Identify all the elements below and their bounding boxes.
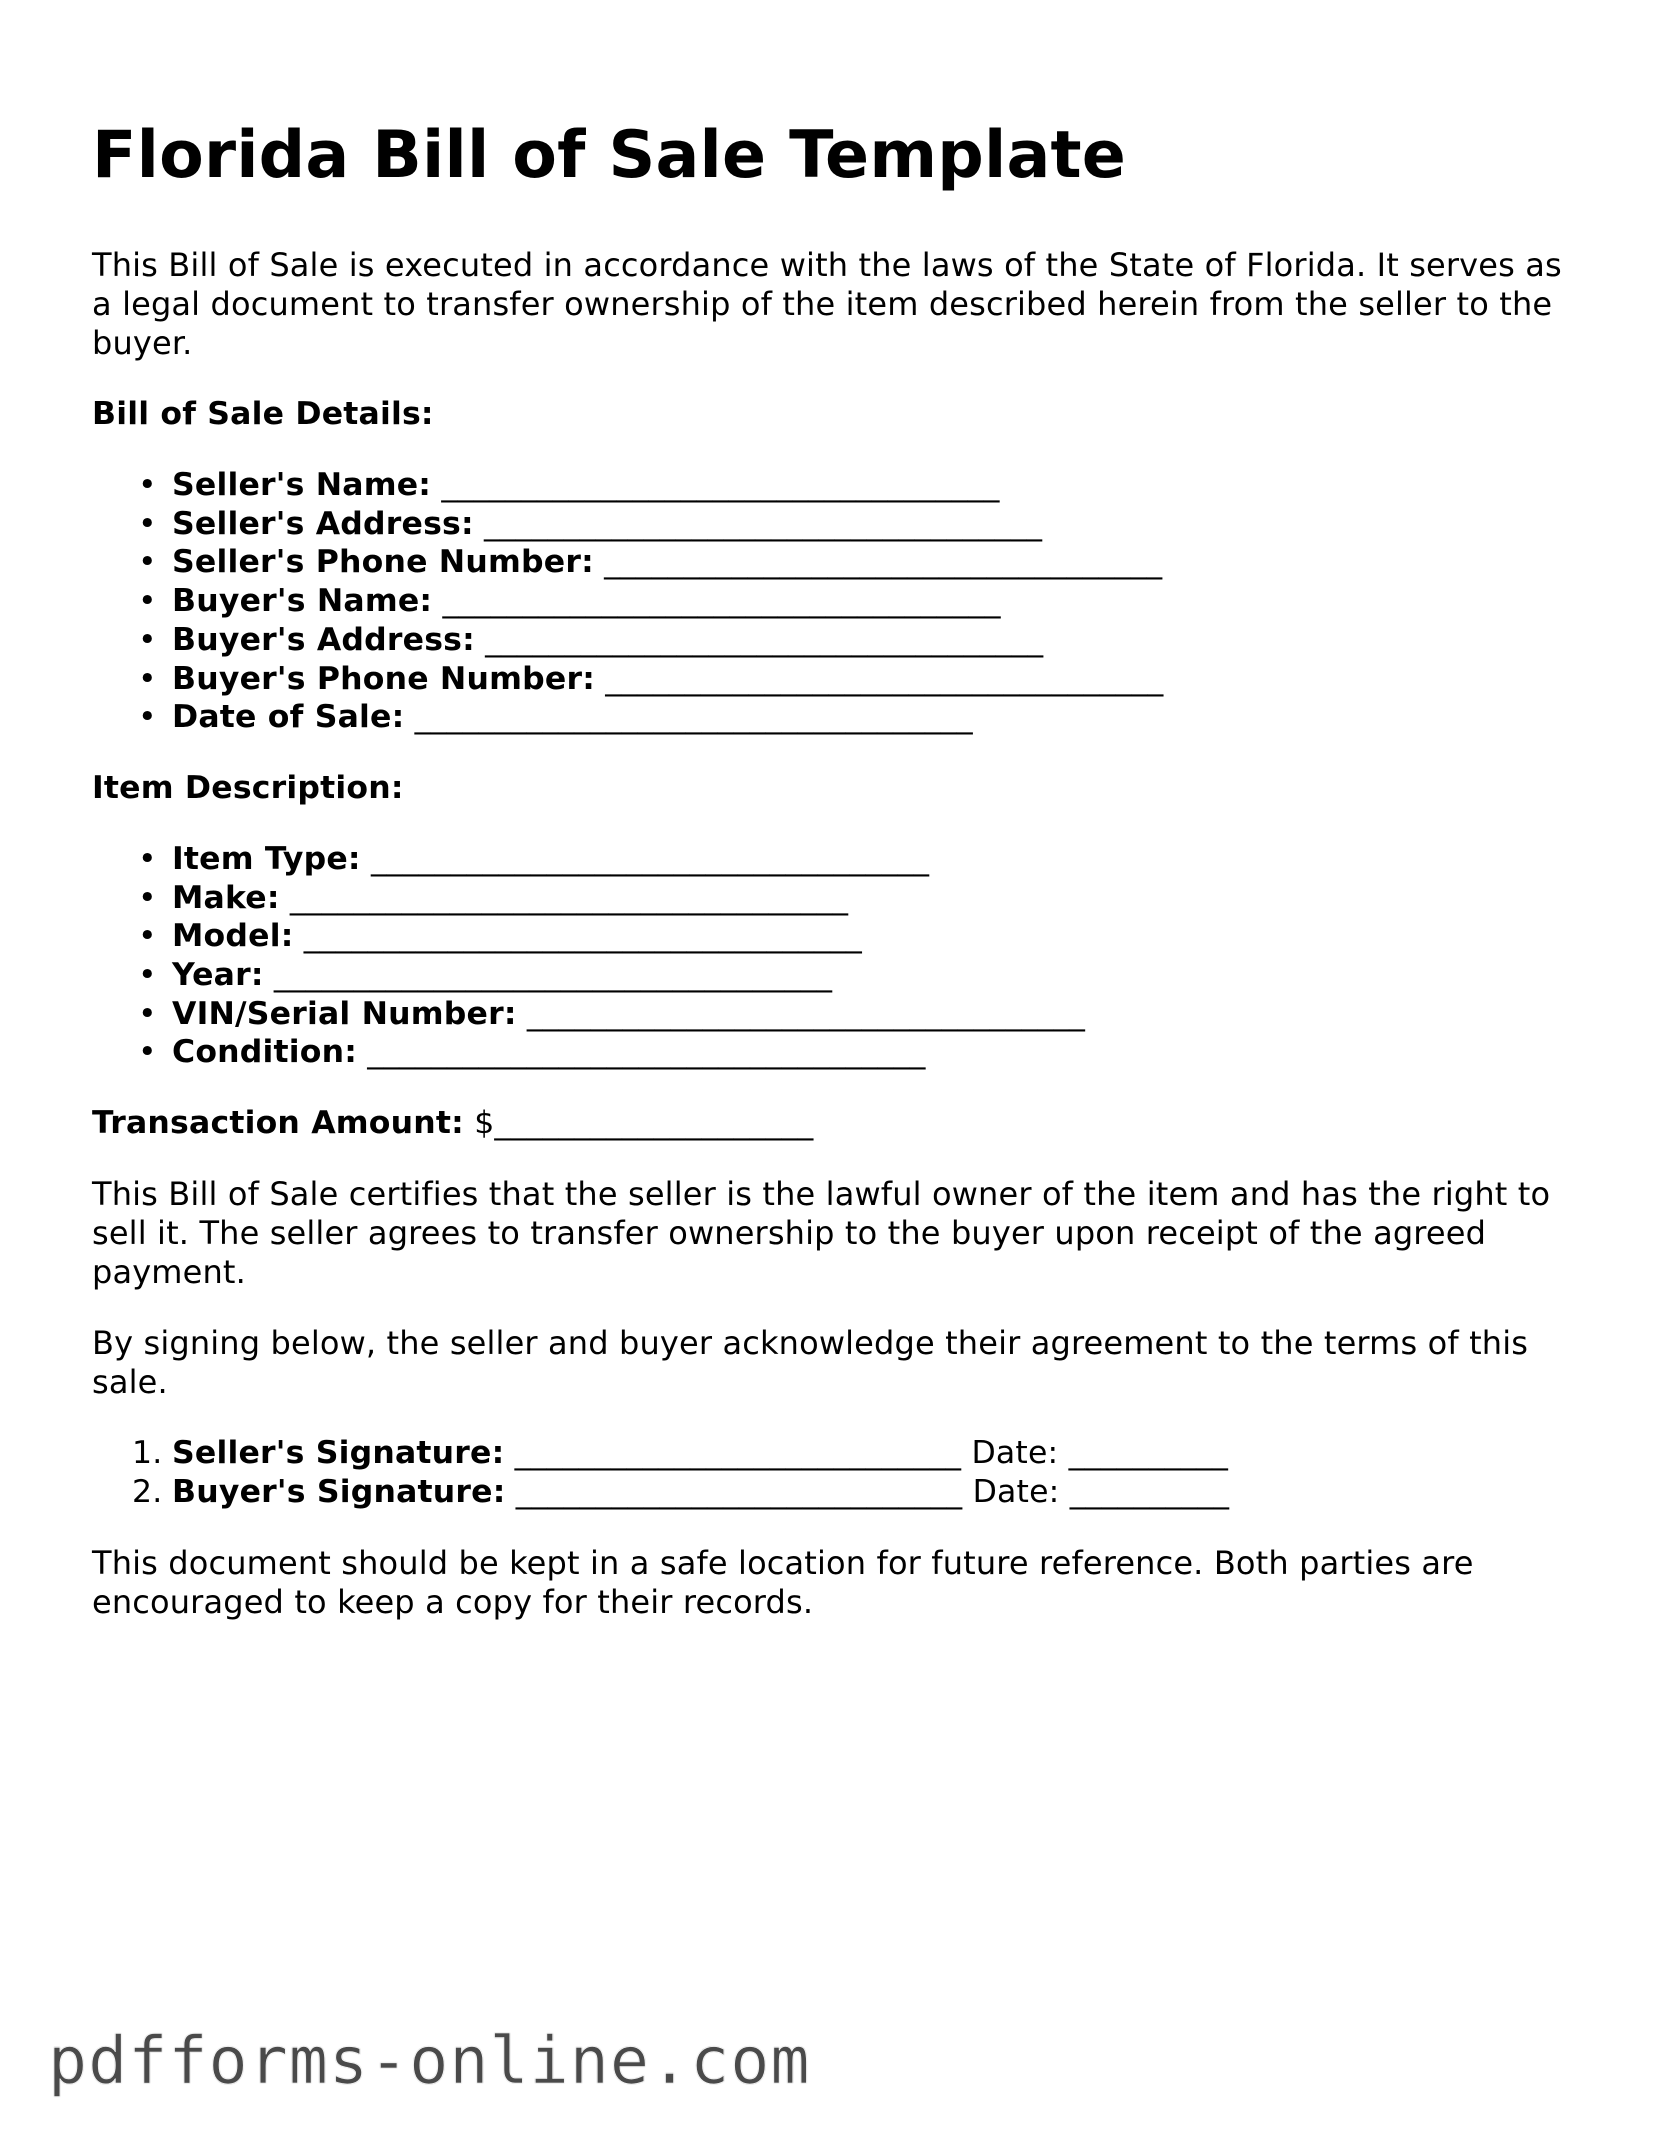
list-item-item-type <box>92 840 1572 879</box>
field-blank: ___________________________________ <box>604 544 1163 581</box>
list-item-condition <box>92 1033 1572 1072</box>
list-item-buyer-address <box>92 621 1572 660</box>
signature-blank: ____________________________ <box>514 1435 962 1472</box>
intro-paragraph: This Bill of Sale is executed in accordance with the laws of the State of Florida. It serves as a legal document to transfer ownership of the item described herein from the seller to the buyer. <box>92 246 1562 362</box>
bullet-icon: • <box>138 467 157 503</box>
document-page <box>92 108 1572 1622</box>
list-number: 2. <box>132 1473 163 1510</box>
field-label: VIN/Serial Number: <box>172 995 517 1032</box>
bullet-icon: • <box>138 505 157 542</box>
field-label: Seller's Address: <box>172 505 474 542</box>
field-blank: ___________________________________ <box>442 583 1001 620</box>
bullet-icon: • <box>138 699 157 736</box>
field-label: Date of Sale: <box>172 699 405 736</box>
bullet-icon: • <box>138 995 157 1032</box>
list-item-seller-phone <box>92 543 1572 582</box>
field-blank: ___________________________________ <box>303 918 862 955</box>
field-blank: ___________________________________ <box>367 1034 926 1071</box>
list-item-date-of-sale <box>92 698 1572 737</box>
bullet-icon: • <box>138 583 157 620</box>
list-item-buyer-name <box>92 582 1572 621</box>
field-blank: ___________________________________ <box>273 957 833 994</box>
list-item-make <box>92 879 1572 918</box>
page-title: Florida Bill of Sale Template <box>92 118 1127 193</box>
field-blank: ___________________________________ <box>441 467 1000 503</box>
details-heading: Bill of Sale Details: <box>92 396 434 432</box>
item-description-list <box>92 840 1572 1072</box>
list-item-vin-serial <box>92 995 1572 1034</box>
details-list <box>92 466 1572 737</box>
signature-label: Seller's Signature: <box>172 1435 505 1472</box>
field-blank: ___________________________________ <box>484 505 1043 542</box>
date-label: Date: <box>971 1435 1059 1472</box>
bullet-icon: • <box>138 544 157 581</box>
list-item-seller-name <box>92 466 1572 505</box>
field-label: Buyer's Address: <box>172 621 475 658</box>
field-blank: ___________________________________ <box>526 995 1086 1032</box>
certification-paragraph: This Bill of Sale certifies that the seller is the lawful owner of the item and has the right to sell it. The seller agrees to transfer ownership to the buyer upon receipt of the agreed payment. <box>92 1175 1551 1292</box>
signature-blank: ____________________________ <box>515 1473 963 1510</box>
list-item-seller-address <box>92 505 1572 544</box>
list-item-model <box>92 917 1572 956</box>
field-label: Buyer's Name: <box>172 583 433 620</box>
bullet-icon: • <box>138 660 157 697</box>
date-blank: __________ <box>1069 1473 1230 1510</box>
field-blank: ___________________________________ <box>370 840 930 877</box>
signature-label: Buyer's Signature: <box>172 1473 506 1510</box>
item-description-heading: Item Description: <box>92 769 404 806</box>
transaction-blank: $____________________ <box>474 1105 814 1142</box>
bullet-icon: • <box>138 840 157 877</box>
buyer-signature-line <box>92 1473 1572 1512</box>
transaction-label: Transaction Amount: <box>92 1105 464 1142</box>
list-item-year <box>92 956 1572 995</box>
watermark-logo: pdfforms-online.com <box>48 2024 811 2099</box>
field-label: Item Type: <box>172 840 361 877</box>
field-label: Condition: <box>172 1034 358 1071</box>
bullet-icon: • <box>138 621 157 658</box>
field-blank: ___________________________________ <box>485 621 1044 658</box>
field-blank: ___________________________________ <box>289 879 849 916</box>
field-label: Seller's Phone Number: <box>172 544 594 581</box>
list-item-buyer-phone <box>92 660 1572 699</box>
field-label: Model: <box>172 918 294 955</box>
field-label: Year: <box>172 957 264 994</box>
acknowledgement-paragraph: By signing below, the seller and buyer acknowledge their agreement to the terms of this sale. <box>92 1324 1529 1402</box>
seller-signature-line <box>92 1434 1572 1473</box>
field-label: Make: <box>172 879 280 916</box>
field-label: Seller's Name: <box>172 467 432 503</box>
bullet-icon: • <box>138 1034 157 1071</box>
bullet-icon: • <box>138 918 157 955</box>
field-label: Buyer's Phone Number: <box>172 660 595 697</box>
date-label: Date: <box>972 1473 1060 1510</box>
bullet-icon: • <box>138 957 157 994</box>
signature-list <box>92 1434 1572 1511</box>
bullet-icon: • <box>138 879 157 916</box>
list-number: 1. <box>132 1435 163 1472</box>
field-blank: ___________________________________ <box>605 660 1164 697</box>
date-blank: __________ <box>1068 1435 1229 1472</box>
closing-paragraph: This document should be kept in a safe location for future reference. Both parties are encouraged to keep a copy for their records. <box>92 1543 1474 1621</box>
field-blank: ___________________________________ <box>414 699 973 736</box>
transaction-amount <box>92 1104 1572 1143</box>
